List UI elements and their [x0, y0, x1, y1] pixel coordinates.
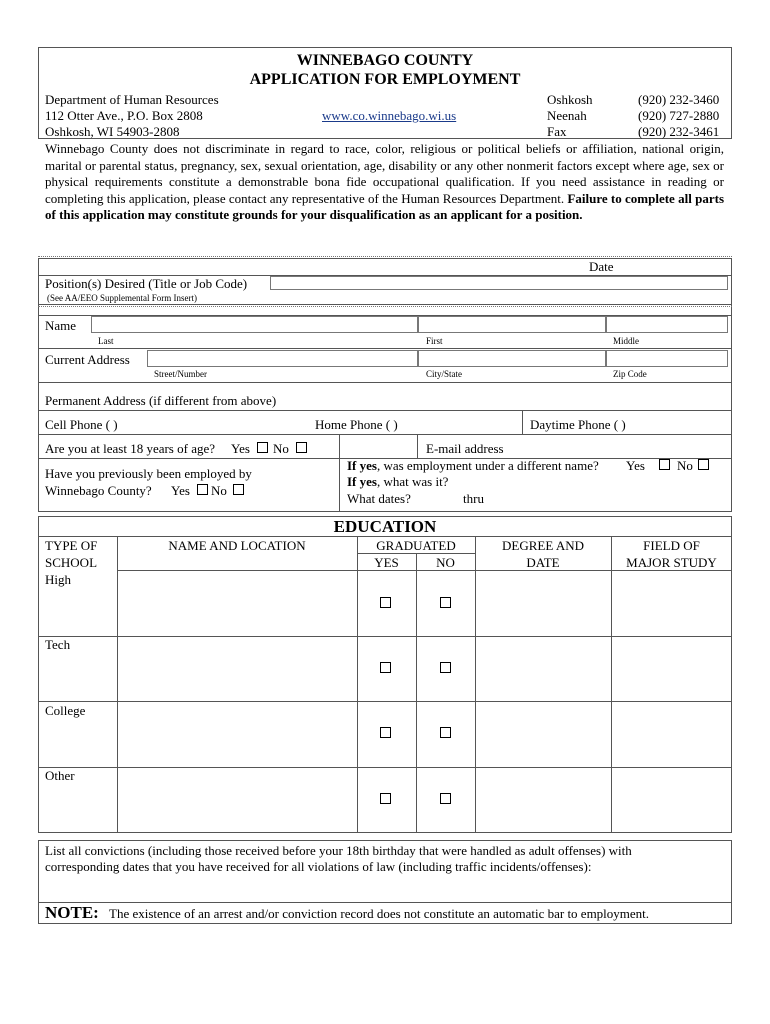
tech-graduated-no-checkbox[interactable]: [440, 662, 451, 673]
name-label: Name: [45, 318, 77, 333]
prev-emp-yes-checkbox[interactable]: [197, 484, 208, 495]
education-title: EDUCATION: [333, 517, 437, 536]
if-yes-label-2: If yes: [347, 474, 377, 489]
dates-thru-field[interactable]: [490, 491, 550, 506]
name-first-caption: First: [426, 336, 443, 346]
dates-from-field[interactable]: [420, 491, 460, 506]
convictions-field[interactable]: [44, 876, 726, 900]
if-yes-label: If yes: [347, 458, 377, 473]
name-middle-field[interactable]: [606, 316, 728, 333]
position-desired-label: Position(s) Desired (Title or Job Code): [45, 276, 248, 291]
what-was-it-text: , what was it?: [376, 474, 449, 489]
diff-name-no-checkbox[interactable]: [698, 459, 709, 470]
col-field-header-line1: FIELD OF: [643, 538, 700, 553]
col-graduated-header: GRADUATED: [376, 538, 456, 553]
age-yes-checkbox[interactable]: [257, 442, 268, 453]
address-street-field[interactable]: [147, 350, 418, 367]
different-name-text: , was employment under a different name?: [376, 458, 599, 473]
form-title-county: WINNEBAGO COUNTY: [296, 52, 474, 69]
date-label: Date: [589, 259, 614, 274]
col-degree-header-line2: DATE: [526, 555, 560, 570]
street-address: 112 Otter Ave., P.O. Box 2808: [45, 108, 203, 123]
name-last-caption: Last: [98, 336, 114, 346]
prev-employment-question-line2: Winnebago County?: [45, 483, 152, 498]
age-yes-label: Yes: [231, 441, 250, 456]
thru-label: thru: [463, 491, 484, 506]
name-middle-caption: Middle: [613, 336, 639, 346]
school-type-tech: Tech: [45, 637, 71, 652]
col-type-header-line2: SCHOOL: [45, 555, 98, 570]
college-graduated-no-checkbox[interactable]: [440, 727, 451, 738]
high-graduated-yes-checkbox[interactable]: [380, 597, 391, 608]
address-zip-caption: Zip Code: [613, 369, 647, 379]
convictions-instruction-line1: List all convictions (including those received before your 18th birthday that were handled as adult offenses) with: [45, 843, 632, 858]
website-link[interactable]: www.co.winnebago.wi.us: [322, 108, 457, 123]
other-graduated-no-checkbox[interactable]: [440, 793, 451, 804]
address-city-field[interactable]: [418, 350, 606, 367]
college-graduated-yes-checkbox[interactable]: [380, 727, 391, 738]
col-field-header-line2: MAJOR STUDY: [626, 555, 717, 570]
age-question: Are you at least 18 years of age?: [45, 441, 216, 456]
notice-warning: Failure to complete all parts of this application may constitute grounds for your disqualification as an applicant for a position.: [45, 190, 725, 222]
what-dates-label: What dates?: [347, 491, 411, 506]
permanent-address-label: Permanent Address (if different from above): [45, 393, 277, 408]
different-name-question: [347, 458, 599, 473]
position-note: (See AA/EEO Supplemental Form Insert): [47, 293, 197, 303]
age-no-label: No: [273, 441, 289, 456]
notice-text: Winnebago County does not discriminate in regard to race, color, religious or political beliefs or affiliation, national origin, marital or parental status, pregnancy, sex, sexual orientation, age, disability or any other nonmerit factors except where age, sex or physical requirements constitute a demonstrable bona fide occupational qualification. If you need assistance in reading or completing this application, please contact any representative of the Human Resources Department.: [45, 141, 724, 206]
prev-employment-question-line1: Have you previously been employed by: [45, 466, 252, 481]
prev-emp-no-label: No: [211, 483, 227, 498]
prev-emp-no-checkbox[interactable]: [233, 484, 244, 495]
position-desired-field[interactable]: [270, 276, 728, 290]
other-graduated-yes-checkbox[interactable]: [380, 793, 391, 804]
age-no-checkbox[interactable]: [296, 442, 307, 453]
school-type-other: Other: [45, 768, 75, 783]
address-zip-field[interactable]: [606, 350, 728, 367]
contact-oshkosh-label: Oshkosh: [547, 92, 593, 107]
col-yes-header: YES: [374, 555, 399, 570]
daytime-phone-label: Daytime Phone ( ): [530, 417, 626, 432]
what-was-it-question: [347, 474, 448, 489]
department-name: Department of Human Resources: [45, 92, 219, 107]
email-field[interactable]: [512, 440, 728, 456]
nondiscrimination-notice: [45, 141, 724, 224]
current-address-label: Current Address: [45, 352, 130, 367]
prev-emp-yes-label: Yes: [171, 483, 190, 498]
col-name-location-header: NAME AND LOCATION: [168, 538, 306, 553]
col-type-header-line1: TYPE OF: [45, 538, 98, 553]
col-degree-header-line1: DEGREE AND: [502, 538, 584, 553]
contact-oshkosh-phone: (920) 232-3460: [638, 92, 720, 107]
diff-name-yes-checkbox[interactable]: [659, 459, 670, 470]
school-type-college: College: [45, 703, 86, 718]
city-address: Oshkosh, WI 54903-2808: [45, 124, 180, 139]
high-graduated-no-checkbox[interactable]: [440, 597, 451, 608]
home-phone-label: Home Phone ( ): [315, 417, 398, 432]
contact-neenah-phone: (920) 727-2880: [638, 108, 720, 123]
form-title: APPLICATION FOR EMPLOYMENT: [249, 71, 521, 88]
diff-name-no-label: No: [677, 458, 693, 473]
convictions-instruction-line2: corresponding dates that you have received for all violations of law (including traffic incidents/offenses):: [45, 859, 592, 874]
contact-fax-phone: (920) 232-3461: [638, 124, 720, 139]
previous-name-field[interactable]: [460, 474, 728, 489]
name-first-field[interactable]: [418, 316, 606, 333]
note-label: NOTE:: [45, 903, 99, 922]
permanent-address-field[interactable]: [300, 392, 728, 408]
address-city-caption: City/State: [426, 369, 462, 379]
note-text: The existence of an arrest and/or conviction record does not constitute an automatic bar to employment.: [109, 906, 650, 921]
diff-name-yes-label: Yes: [626, 458, 645, 473]
contact-neenah-label: Neenah: [547, 108, 587, 123]
col-no-header: NO: [436, 555, 455, 570]
tech-graduated-yes-checkbox[interactable]: [380, 662, 391, 673]
name-last-field[interactable]: [91, 316, 418, 333]
cell-phone-label: Cell Phone ( ): [45, 417, 118, 432]
date-field[interactable]: [620, 259, 728, 274]
address-street-caption: Street/Number: [154, 369, 207, 379]
email-label: E-mail address: [426, 441, 504, 456]
school-type-high: High: [45, 572, 71, 587]
contact-fax-label: Fax: [547, 124, 567, 139]
